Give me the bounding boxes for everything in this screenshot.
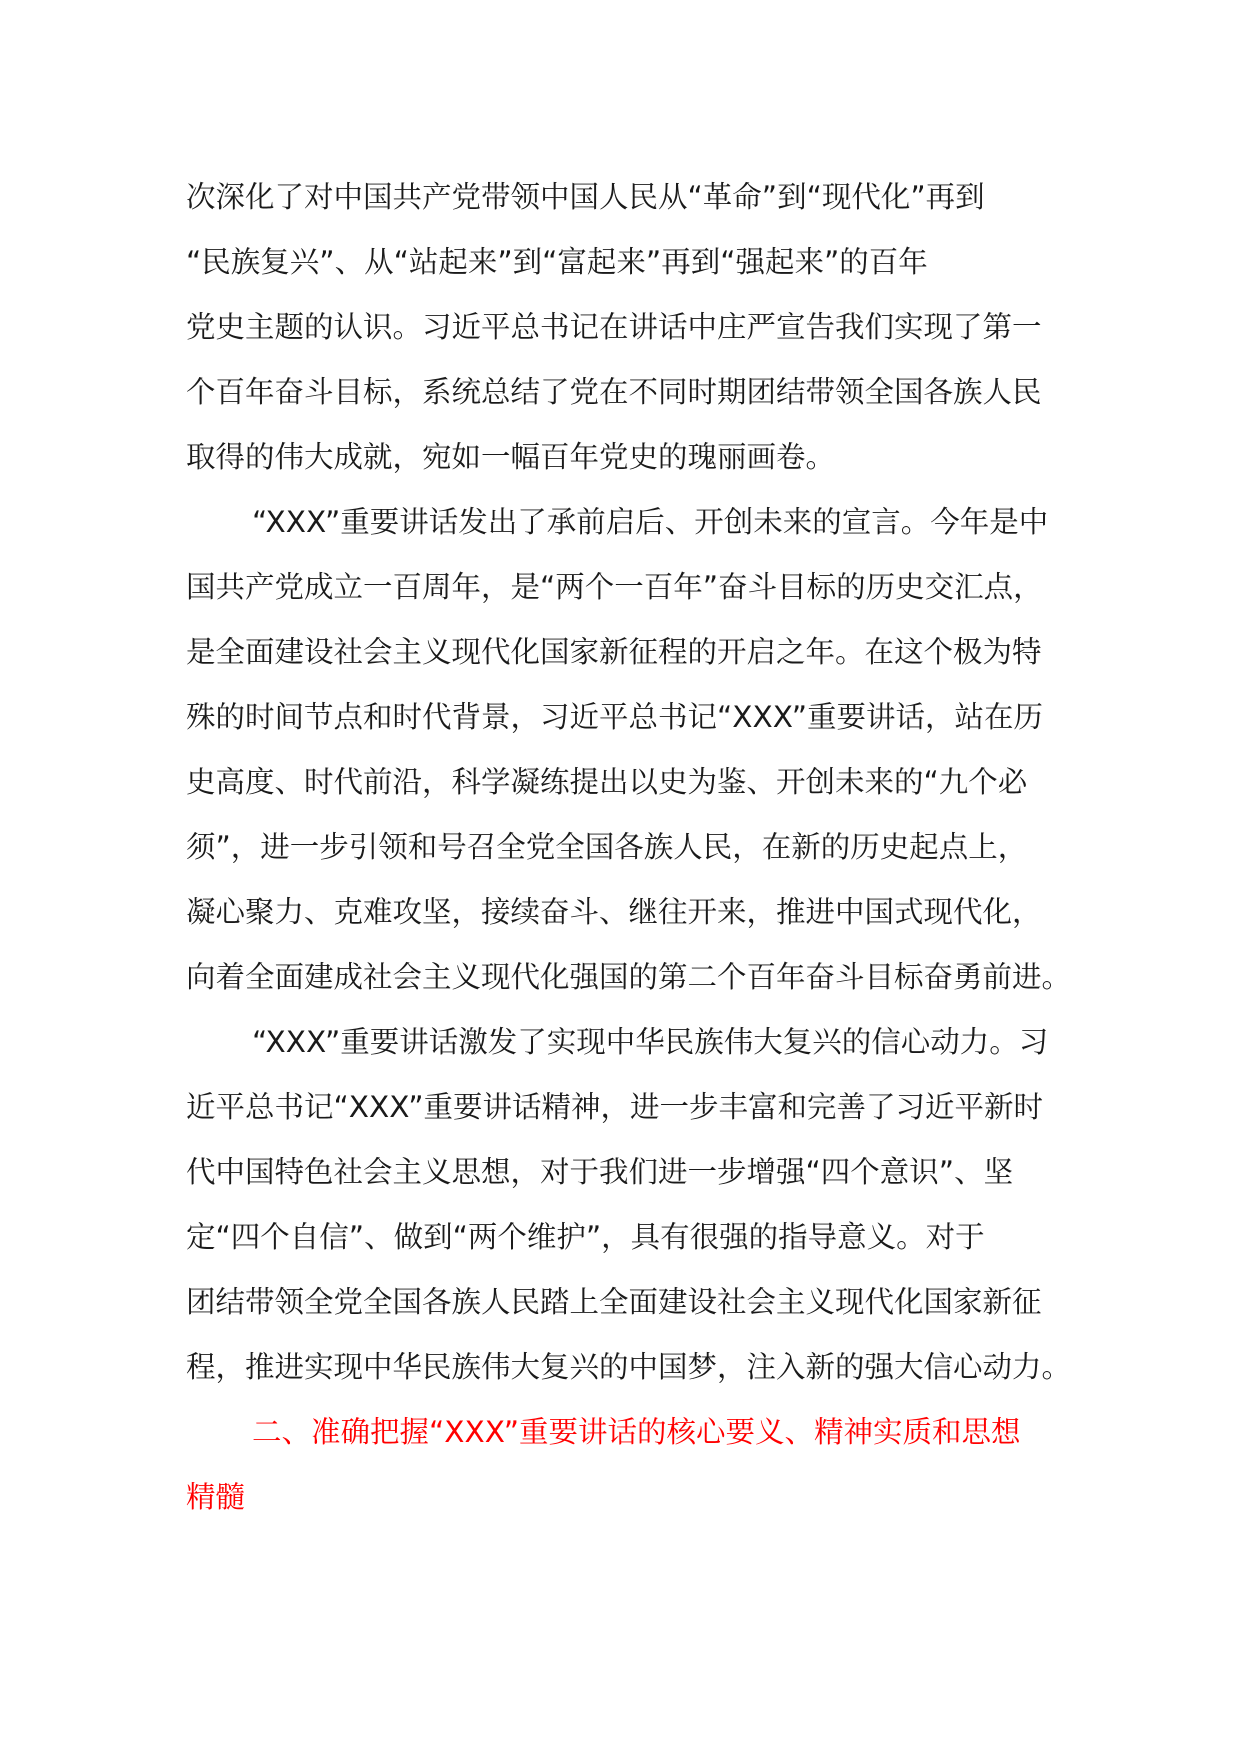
text-line: 殊的时间节点和时代背景，习近平总书记“XXX”重要讲话，站在历	[186, 700, 1043, 734]
text-line: 向着全面建成社会主义现代化强国的第二个百年奋斗目标奋勇前进。	[186, 960, 1072, 994]
text-line: 定“四个自信”、做到“两个维护”，具有很强的指导意义。对于	[186, 1220, 985, 1254]
text-line: 次深化了对中国共产党带领中国人民从“革命”到“现代化”再到	[186, 180, 985, 214]
paragraph-start-line: “XXX”重要讲话激发了实现中华民族伟大复兴的信心动力。习	[252, 1025, 1049, 1059]
text-line: 凝心聚力、克难攻坚，接续奋斗、继往开来，推进中国式现代化，	[186, 895, 1042, 929]
text-line: 个百年奋斗目标，系统总结了党在不同时期团结带领全国各族人民	[186, 375, 1042, 409]
text-line: 团结带领全党全国各族人民踏上全面建设社会主义现代化国家新征	[186, 1285, 1042, 1319]
text-line: 程，推进实现中华民族伟大复兴的中国梦，注入新的强大信心动力。	[186, 1350, 1072, 1384]
section-heading-continued: 精髓	[186, 1480, 246, 1514]
text-line: 党史主题的认识。习近平总书记在讲话中庄严宣告我们实现了第一	[186, 310, 1042, 344]
text-line: 代中国特色社会主义思想，对于我们进一步增强“四个意识”、坚	[186, 1155, 1014, 1189]
document-body	[186, 165, 1072, 1530]
text-line: 国共产党成立一百周年，是“两个一百年”奋斗目标的历史交汇点，	[186, 570, 1043, 604]
text-line: “民族复兴”、从“站起来”到“富起来”再到“强起来”的百年	[186, 245, 928, 279]
section-heading: 二、准确把握“XXX”重要讲话的核心要义、精神实质和思想	[252, 1415, 1021, 1449]
text-line: 史高度、时代前沿，科学凝练提出以史为鉴、开创未来的“九个必	[186, 765, 1028, 799]
text-line: 是全面建设社会主义现代化国家新征程的开启之年。在这个极为特	[186, 635, 1042, 669]
text-line: 须”，进一步引领和号召全党全国各族人民，在新的历史起点上，	[186, 830, 1028, 864]
text-line: 取得的伟大成就，宛如一幅百年党史的瑰丽画卷。	[186, 440, 836, 474]
paragraph-start-line: “XXX”重要讲话发出了承前启后、开创未来的宣言。今年是中	[252, 505, 1049, 539]
text-line: 近平总书记“XXX”重要讲话精神，进一步丰富和完善了习近平新时	[186, 1090, 1043, 1124]
